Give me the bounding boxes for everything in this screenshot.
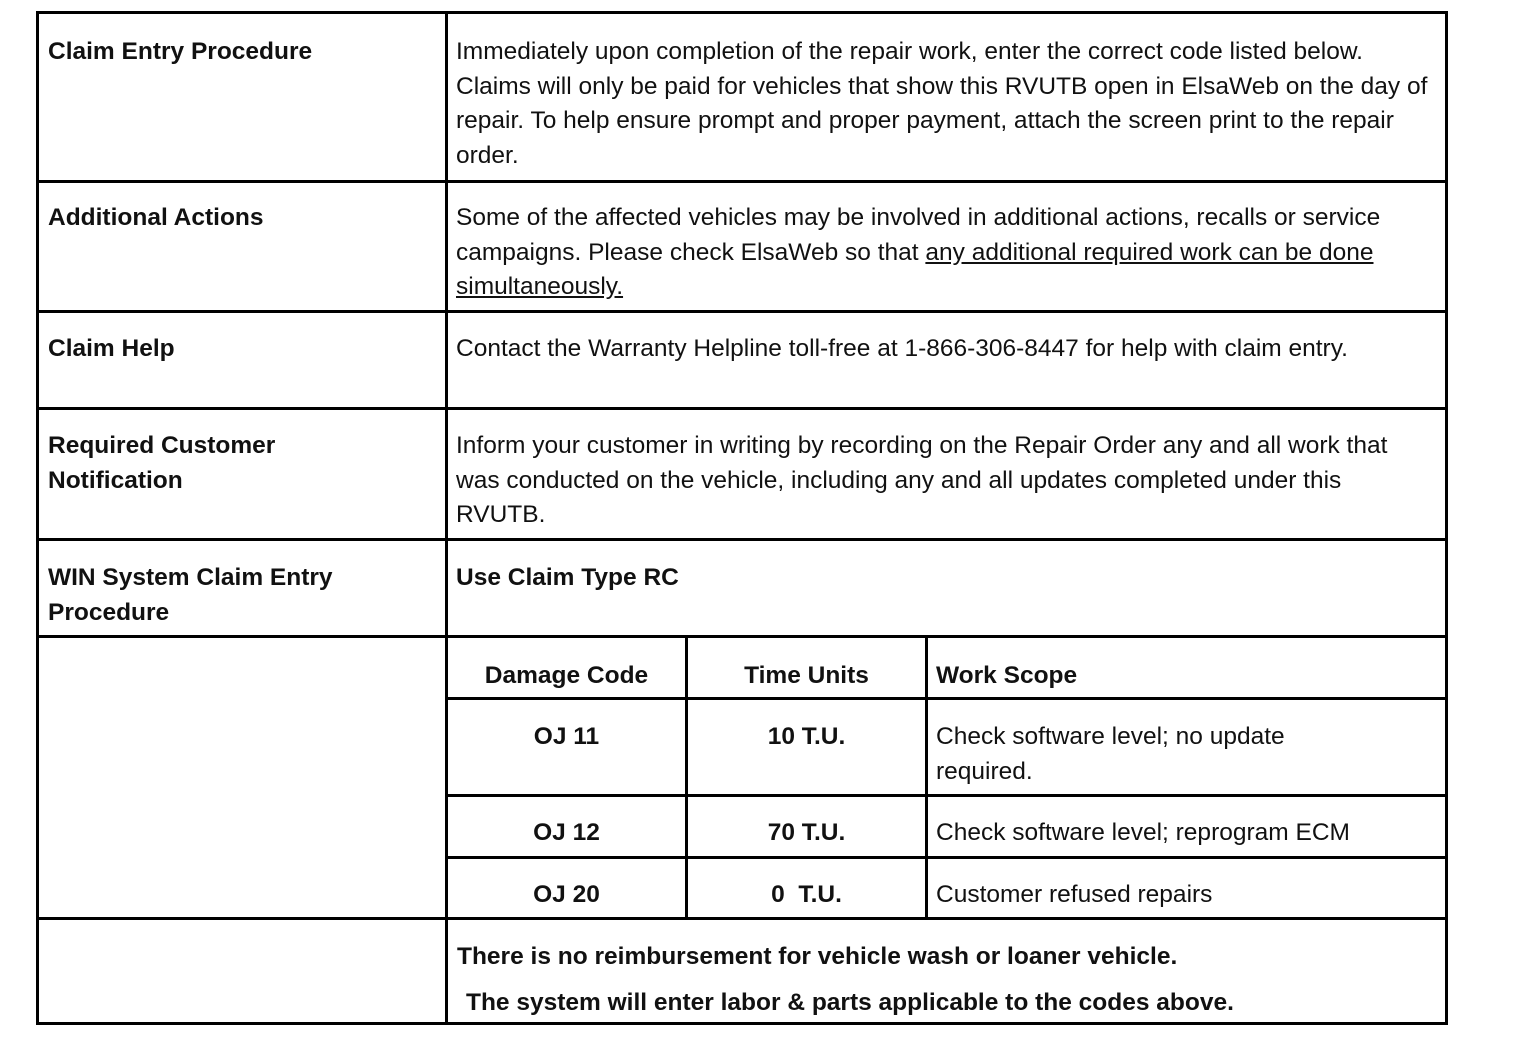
row-codes <box>39 638 1445 920</box>
time-units: 70 T.U. <box>688 797 928 856</box>
notes-empty-label <box>39 920 448 1022</box>
codes-header-row <box>448 638 1445 700</box>
label-additional-actions: Additional Actions <box>39 183 448 310</box>
label-customer-notification: Required Customer Notification <box>39 410 448 538</box>
row-win-system <box>39 541 1445 638</box>
header-time-units: Time Units <box>688 638 928 697</box>
text-claim-type: Use Claim Type RC <box>456 564 679 591</box>
label-claim-help: Claim Help <box>39 313 448 407</box>
damage-code: OJ 12 <box>448 797 688 856</box>
row-notes <box>39 920 1445 1022</box>
codes-empty-label <box>39 638 448 917</box>
row-claim-help <box>39 313 1445 410</box>
row-additional-actions <box>39 183 1445 313</box>
additional-actions-underlined: any additional required work can be done simultaneously. <box>456 238 1374 300</box>
damage-code: OJ 11 <box>448 700 688 794</box>
note-system-entry: The system will enter labor & parts applicable to the codes above. <box>466 989 1234 1016</box>
label-claim-entry: Claim Entry Procedure <box>39 14 448 180</box>
row-claim-entry <box>39 14 1445 183</box>
time-units: 10 T.U. <box>688 700 928 794</box>
additional-actions-text: Some of the affected vehicles may be involved in additional actions, recalls or service campaigns. Please check ElsaWeb so that <box>456 204 1381 266</box>
text-additional-actions <box>448 183 1445 310</box>
damage-codes-table <box>448 638 1445 917</box>
text-claim-help: Contact the Warranty Helpline toll-free at 1-866-306-8447 for help with claim entry. <box>456 335 1348 362</box>
table-row <box>448 797 1445 859</box>
work-scope: Check software level; reprogram ECM <box>936 819 1350 846</box>
header-work-scope: Work Scope <box>936 662 1078 689</box>
work-scope: Customer refused repairs <box>936 881 1213 908</box>
table-row <box>448 700 1445 797</box>
time-units: 0 T.U. <box>688 859 928 920</box>
note-no-reimbursement: There is no reimbursement for vehicle wash or loaner vehicle. <box>457 943 1178 970</box>
label-win-system: WIN System Claim Entry Procedure <box>39 541 448 635</box>
table-row <box>448 859 1445 920</box>
text-customer-notification: Inform your customer in writing by recording on the Repair Order any and all work that was conducted on the vehicle, including any and all updates completed under this RVUTB. <box>456 432 1388 528</box>
header-damage-code: Damage Code <box>448 638 688 697</box>
notes-cell <box>448 920 1445 1022</box>
text-claim-entry: Immediately upon completion of the repair work, enter the correct code listed below. Claims will only be paid for vehicles that show this RVUTB open in ElsaWeb on the day of repair. To help ensure prompt and proper payment, attach the screen print to the repair order. <box>456 38 1428 169</box>
damage-code: OJ 20 <box>448 859 688 920</box>
claim-procedure-table <box>36 11 1448 1025</box>
row-customer-notification <box>39 410 1445 541</box>
work-scope: Check software level; no update required. <box>936 723 1285 785</box>
